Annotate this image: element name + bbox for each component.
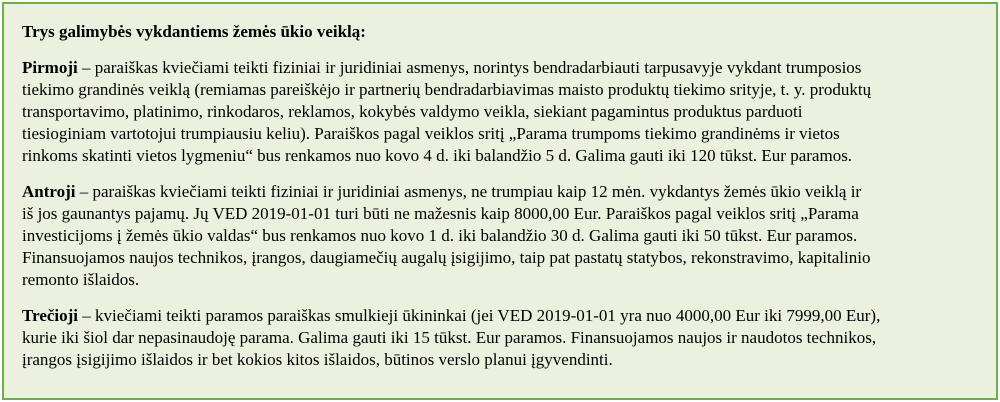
box-title: Trys galimybės vykdantiems žemės ūkio veiklą: xyxy=(22,22,366,41)
paragraph-text: – kviečiami teikti paramos paraiškas smulkieji ūkininkai (jei VED 2019-01-01 yra nuo 4000,00 Eur iki 7999,00 Eur), kurie iki šiol dar nepasinaudoję parama. Galima gauti iki 15 tūkst. Eur paramos. Finansuojamos naujos ir naudotos technikos, įrangos įsigijimo išlaidos ir bet kokios kitos išlaidos, būtinos verslo planui įgyvendinti. xyxy=(22,306,881,369)
paragraph-second xyxy=(22,181,978,291)
paragraph-third xyxy=(22,305,978,371)
paragraph-text: – paraiškas kviečiami teikti fiziniai ir juridiniai asmenys, ne trumpiau kaip 12 mėn. vykdantys žemės ūkio veiklą ir iš jos gaunantys pajamų. Jų VED 2019-01-01 turi būti ne mažesnis kaip 8000,00 Eur. Paraiškos pagal veiklos sritį „Parama investicijoms į žemės ūkio valdas“ bus renkamos nuo kovo 1 d. iki balandžio 30 d. Galima gauti iki 50 tūkst. Eur paramos. Finansuojamos naujos technikos, įrangos, daugiamečių augalų įsigijimo, taip pat pastatų statybos, rekonstravimo, kapitalinio remonto išlaidos. xyxy=(22,182,871,289)
paragraph-first xyxy=(22,57,978,167)
paragraph-lead: Antroji xyxy=(22,182,76,201)
paragraph-text: – paraiškas kviečiami teikti fiziniai ir juridiniai asmenys, norintys bendradarbiauti tarpusavyje vykdant trumposios tiekimo grandinės veiklą (remiamas pareiškėjo ir partnerių bendradarbiavimas maisto produktų tiekimo srityje, t. y. produktų transportavimo, platinimo, rinkodaros, reklamos, kokybės valdymo veikla, siekiant pagamintus produktus parduoti tiesioginiam vartotojui trumpiausiu keliu). Paraiškos pagal veiklos sritį „Parama trumpoms tiekimo grandinėms ir vietos rinkoms skatinti vietos lygmeniu“ bus renkamos nuo kovo 4 d. iki balandžio 5 d. Galima gauti iki 120 tūkst. Eur paramos. xyxy=(22,58,872,165)
paragraph-lead: Trečioji xyxy=(22,306,79,325)
info-box xyxy=(2,2,998,400)
paragraph-lead: Pirmoji xyxy=(22,58,78,77)
